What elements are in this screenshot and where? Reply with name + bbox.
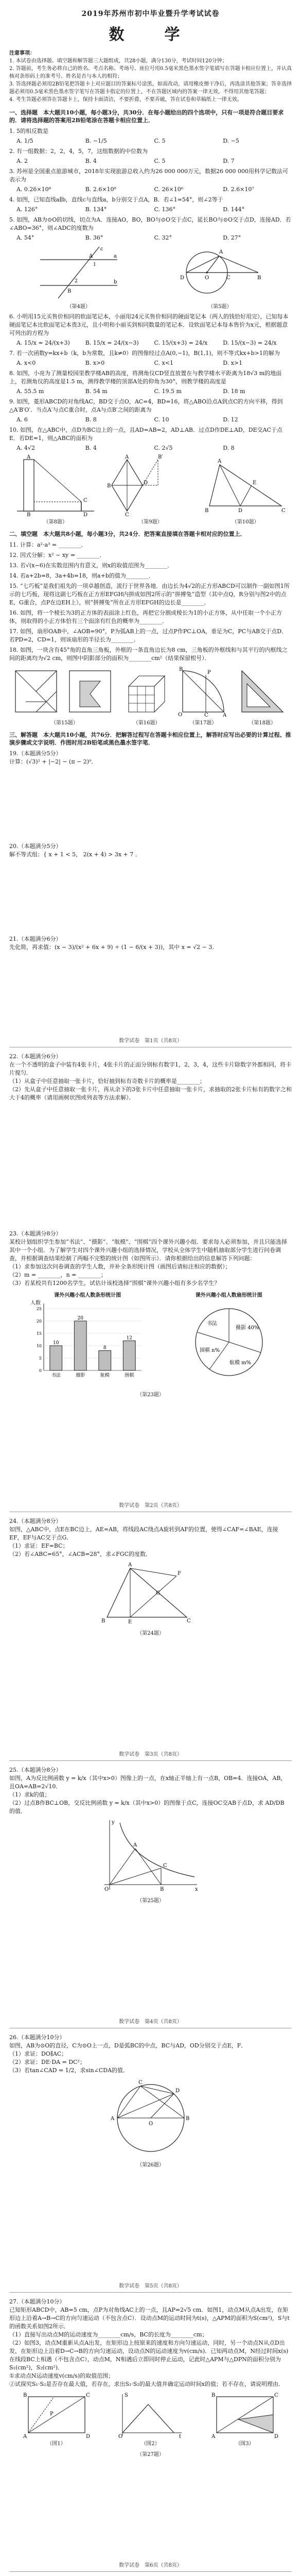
- data-label: 20: [77, 1316, 84, 1321]
- figure-caption: （第24题）: [137, 1631, 164, 1636]
- svg-text:B: B: [185, 2116, 189, 2122]
- triangle-perpendicular-diagram: [204, 454, 287, 516]
- svg-text:B: B: [179, 667, 183, 672]
- figures-4-5: [9, 244, 292, 310]
- question-11: 11. 计算：a²·a³ = ________．: [9, 541, 87, 548]
- pie-label: 书法: [206, 1321, 217, 1327]
- section-3-heading: 三、解答题 本大题共10小题，共76分．把解答过程写在答题卡相应位置上，解答时应写出必要的计算过程、推演步骤或文字说明．作图时用2B铅笔或黑色墨水签字笔．: [9, 732, 291, 746]
- svg-text:C: C: [138, 2080, 143, 2086]
- cube-diagram: [123, 671, 170, 717]
- svg-text:x: x: [194, 1887, 198, 1892]
- page-divider: [9, 2571, 292, 2572]
- question-number: 23.（本题满分8分）: [9, 1230, 62, 1237]
- svg-text:O: O: [148, 2121, 153, 2127]
- svg-text:A: A: [26, 454, 31, 460]
- svg-text:C: C: [274, 2393, 278, 2398]
- question-19: [9, 750, 292, 766]
- x-tick-label: 摄影: [76, 1373, 85, 1378]
- question-6: 6. 小明用15元买售价相同的软面笔记本，小丽用24元买售价相同的硬面笔记本（两人的钱恰好用完），已知每本硬面笔记本比软面笔记本贵3元，且小明和小丽买到相同数量的笔记本．设软面笔记本每本售价为x元，根据题意可列出的方程为: [9, 313, 289, 336]
- svg-text:2: 2: [74, 279, 78, 284]
- question-number: 24.（本题满分8分）: [9, 1518, 62, 1524]
- choice: A. 0.26×10⁸: [16, 186, 51, 193]
- svg-text:A: A: [23, 2434, 27, 2438]
- figure-q26: [9, 2077, 292, 2168]
- figure-q5: [176, 244, 263, 310]
- choice: A. 6: [16, 416, 28, 423]
- page-footer: 数学试卷 第1页（共8页）: [119, 1038, 182, 1044]
- section-1-heading: 一、选择题 本大题共10小题，每小题3分，共30分．在每小题给出的四个选项中，只有一项是符合题目要求的．请将选择题的答案用2B铅笔涂在答题卡相应位置上．: [9, 109, 284, 124]
- question-9: 9. 如图，菱形ABCD的对角线AC，BD交于点O，AC=4，BD=16，将△ABO沿点A到点C的方向平移，得到△A′B′O′．当点A′与点C重合时，点A与点B′之间的距离为: [9, 398, 283, 413]
- choice: D. 15/(x−3) = 24/x: [223, 340, 277, 346]
- y-tick-label: 20: [37, 1319, 42, 1324]
- figure-q4: [38, 244, 120, 310]
- figure-caption: （第27题）: [137, 2452, 164, 2458]
- data-label: 10: [53, 1341, 59, 1346]
- question-1-choices: [9, 138, 292, 144]
- choice: C. 2√5: [154, 445, 173, 451]
- choice: C. 10: [154, 416, 169, 423]
- svg-text:c: c: [100, 246, 103, 252]
- question-body: 如图，△ABC中，点E在BC边上，AE=AB，将线段AC绕点A旋转到AF的位置，使得∠CAF=∠BAE，连接EF，EF与AC交于点G． （1）求证：EF=BC； （2）若∠ABC=65°，∠ACB=28°，求∠FGC的度数．: [9, 1526, 278, 1557]
- choice: A. x<0: [16, 360, 36, 366]
- choice: A. 4√2: [16, 445, 35, 451]
- x-tick-label: 围棋: [125, 1373, 134, 1378]
- question-body: 先化简，再求值：(x − 3)/(x² + 6x + 9) ÷ (1 − 6/(x + 3))，其中 x = √2 − 3．: [9, 944, 218, 951]
- svg-text:B: B: [257, 275, 261, 281]
- svg-text:y: y: [111, 1820, 115, 1825]
- figure-caption: （第10题）: [232, 519, 259, 525]
- svg-text:C: C: [125, 512, 130, 516]
- svg-text:b: b: [113, 279, 117, 285]
- parallel-lines-diagram: [38, 244, 120, 301]
- question-8: 8. 如图，小亮为了测量校园里教学楼AB的高度，将测角仪CD竖直放置在与教学楼水平距离为18√3 m的地面上，若测角仪的高度是1.5 m，测得教学楼的顶部A处的仰角为30°，则教学楼的高度是: [9, 370, 282, 385]
- svg-text:B: B: [211, 2393, 215, 2398]
- figure-q8: [14, 454, 97, 525]
- rectangle-two-points-diagram: [211, 2392, 278, 2438]
- svg-text:C: C: [226, 275, 231, 281]
- notice-block: [9, 49, 292, 104]
- notice-line: 1. 本试卷由选择题、填空题和解答题三大题组成，共28小题，满分130分，考试时间120分钟；: [9, 58, 227, 64]
- page-footer: 数学试卷 第5页（共8页）: [119, 2283, 182, 2289]
- figures-15-18: [9, 666, 292, 726]
- figure-q9: [107, 454, 194, 525]
- svg-text:B: B: [26, 512, 31, 516]
- figure-q24: [9, 1561, 292, 1636]
- y-tick-label: 10: [37, 1344, 42, 1348]
- svg-text:A: A: [219, 249, 223, 255]
- svg-text:D: D: [238, 508, 243, 514]
- svg-text:B: B: [67, 289, 72, 294]
- svg-text:D: D: [175, 2088, 180, 2094]
- answer-space: [9, 2458, 292, 2561]
- figures-q23: [9, 1291, 292, 1387]
- exam-title: 2019年苏州市初中毕业暨升学考试试卷: [81, 10, 220, 18]
- rotation-triangle-diagram: [99, 1561, 202, 1628]
- choice: B. 2.6×10⁸: [85, 186, 116, 193]
- question-21: [9, 935, 292, 952]
- choice: B. 4: [85, 158, 97, 164]
- svg-text:E: E: [253, 480, 257, 486]
- question-number: 21.（本题满分6分）: [9, 936, 62, 942]
- choice: D. 7: [223, 158, 235, 164]
- svg-text:C: C: [85, 2393, 90, 2398]
- choice: A. 2: [16, 158, 28, 164]
- choice: B. x>0: [85, 360, 105, 366]
- svg-text:A: A: [218, 459, 222, 464]
- question-number: 20.（本题满分5分）: [9, 843, 62, 850]
- svg-text:A: A: [110, 2116, 114, 2122]
- bar: [99, 1351, 111, 1370]
- question-2: 2. 有一组数据：2，2，4，5，7，这组数据的中位数为: [9, 148, 148, 155]
- question-number: 22.（本题满分6分）: [9, 1053, 62, 1060]
- figure-q27-2: [117, 2392, 184, 2447]
- question-number: 26.（本题满分10分）: [9, 2034, 65, 2041]
- svg-text:A: A: [125, 454, 129, 460]
- figure-caption: （第4题）: [66, 304, 91, 310]
- figures-q27: [9, 2392, 292, 2447]
- svg-text:P: P: [49, 2411, 54, 2417]
- svg-text:B: B: [205, 508, 209, 514]
- question-15: 15. “七巧板”是我们祖先的一项卓越创造，流行于世界各地．由边长为4√2的正方形ABCD可以制作一副如图1所示的七巧板，现将这副七巧板在正方形EFGH内拼成如图2所示的“拼搏兔”造型（其中点Q，R分别与图2中的点E，G重合，点P在边EH上），则“拼搏兔”所在正方形EFGH的边长是________．: [9, 583, 290, 606]
- sector-diagram: [178, 666, 229, 717]
- svg-text:B: B: [107, 483, 111, 489]
- y-tick-label: 5: [39, 1356, 42, 1361]
- svg-text:D: D: [274, 2434, 278, 2438]
- choice: D. 18 m: [223, 388, 245, 395]
- question-5: 5. 如图，AB为⊙O的切线，切点为A．连接AO，BO，BO与⊙O交于点C，延长BO与⊙O交于点D，连接AD．若∠ABO=36°，则∠ADC的度数为: [9, 216, 291, 231]
- question-26: [9, 2033, 292, 2075]
- question-7: 7. 若一次函数y=kx+b（k，b为常数，且k≠0）的图像经过点A(0,−1)，B(1,1)，则不等式kx+b>1的解为: [9, 350, 280, 357]
- circle-diameter-diagram: [104, 2077, 197, 2159]
- choice: D. 8: [223, 445, 235, 451]
- svg-text:O: O: [104, 1887, 109, 1892]
- svg-text:B: B: [160, 1887, 164, 1892]
- figure-q18: [237, 666, 288, 726]
- figure-q27-3: [211, 2392, 278, 2447]
- figure-q10: [204, 454, 287, 525]
- question-3-choices: [9, 186, 292, 193]
- choice: D. x>1: [223, 360, 243, 366]
- question-body: 计算：(√3)² + |−2| − (π − 2)⁰．: [9, 758, 97, 765]
- svg-text:O: O: [178, 712, 183, 717]
- question-4-choices: [9, 206, 292, 213]
- figure-caption: （图3）: [235, 2441, 254, 2447]
- svg-text:O: O: [118, 2434, 122, 2438]
- svg-text:A: A: [133, 1842, 137, 1848]
- notice-heading: 注意事项：: [9, 50, 35, 56]
- figure-caption: （第9题）: [138, 519, 163, 525]
- svg-text:1: 1: [93, 262, 96, 267]
- svg-text:O: O: [205, 275, 209, 281]
- svg-text:D: D: [144, 480, 148, 486]
- svg-text:C: C: [83, 498, 87, 503]
- figure-caption: （第17题）: [189, 720, 217, 726]
- svg-text:a: a: [113, 253, 117, 259]
- svg-text:C: C: [186, 1618, 191, 1624]
- choice: C. 136°: [154, 206, 176, 213]
- figure-q17: [178, 666, 229, 726]
- question-5-choices: [9, 234, 292, 241]
- question-17: 17. 如图，扇形OAB中，∠AOB=90°，P为弧AB上的一点，过点P作PC⊥OA，垂足为C，PC与AB交于点D．若PD=2，CD=1，则该扇形的半径长为________．: [9, 628, 288, 643]
- choice: B. −1/5: [85, 138, 107, 144]
- svg-text:D: D: [83, 512, 87, 516]
- rectangle-moving-point-diagram: [23, 2392, 90, 2438]
- bar: [50, 1346, 62, 1370]
- choice: C. 5: [154, 158, 166, 164]
- question-number: 25.（本题满分8分）: [9, 1767, 62, 1773]
- figure-caption: （第16题）: [133, 720, 161, 726]
- svg-text:E: E: [128, 1619, 132, 1625]
- figure-caption: （第8题）: [43, 519, 68, 525]
- choice: B. 15/x = 24/(x−3): [85, 340, 139, 346]
- figure-caption: （图2）: [141, 2441, 160, 2447]
- figure-q15: [13, 666, 116, 726]
- question-10: 10. 如图，在△ABC中，点D为BC边上的一点，且AD=AB=2，AD⊥AB．过点D作DE⊥AD，DE交AC于点E．若DE=1，则△ABC的面积为: [9, 427, 282, 442]
- figure-q27-1: [23, 2392, 90, 2447]
- choice: C. 5: [154, 138, 166, 144]
- notice-line: 4. 考生答题必须答在答题卡上，保持卡面清洁，不要折叠，不要弄破，答在试卷和草稿纸上一律无效。: [9, 97, 242, 103]
- question-25: [9, 1766, 292, 1816]
- choice: C. 15/(x+3) = 24/x: [154, 340, 208, 346]
- question-1: 1. 5的相反数是: [9, 128, 48, 134]
- data-label: 12: [126, 1335, 133, 1341]
- svg-text:B′: B′: [158, 454, 164, 460]
- question-18: 18. 如图，一块含有45°角的直角三角板，外框的一条直角边长为8 cm，三角板的外框线和与其平行的内框线之间的距离均为√2 cm，则图中阴影部分的面积为________cm²（结果保留根号）．: [9, 647, 288, 662]
- question-2-choices: [9, 158, 292, 164]
- figure-caption: （第25题）: [137, 1898, 164, 1904]
- circle-tangent-diagram: [176, 244, 263, 301]
- data-label: 8: [103, 1345, 107, 1351]
- question-22: [9, 1053, 292, 1102]
- question-body: 解不等式组：{ x + 1 < 5， 2(x + 4) > 3x + 7 ．: [9, 851, 141, 858]
- answer-space: [9, 768, 292, 840]
- page-divider: [9, 2292, 292, 2293]
- question-number: 19.（本题满分5分）: [9, 750, 62, 757]
- chart-title: 课外兴趣小组人数条形统计图: [54, 1293, 121, 1298]
- choice: D. 27°: [223, 234, 241, 241]
- set-square-diagram: [237, 666, 288, 717]
- question-body: 某校计划组织学生参加“书法”、“摄影”、“航模”、“围棋”四个课外兴趣小组．要求每人必须参加，并且只能选择其中一个小组．为了解学生对四个课外兴趣小组的选择情况，学校从全体学生中随机抽取部分学生进行问卷调查，并根据调查结果绘制了两幅不完整的统计图（如图所示）．请你根据给出的信息解答下列问题： （1）求参加这次问卷调查的学生人数，并补全条形统计图（画图后请标注相应的数据）； （2）m = ________，n = ________； （3）若某校共有1200名学生，试估计该校选择“围棋”课外兴趣小组有多少名学生？: [9, 1239, 287, 1286]
- pie-label: 围棋 n%: [199, 1348, 220, 1353]
- answer-space: [9, 2168, 292, 2281]
- choice: C. 32°: [154, 234, 172, 241]
- question-20: [9, 842, 292, 859]
- svg-text:A: A: [88, 253, 93, 259]
- choice: B. 8: [85, 416, 97, 423]
- svg-text:D: D: [85, 2434, 90, 2438]
- page-footer: 数学试卷 第3页（共8页）: [119, 1752, 182, 1757]
- page-footer: 数学试卷 第4页（共8页）: [119, 2019, 182, 2025]
- figure-caption: （第26题）: [137, 2162, 164, 2168]
- choice: B. 54 m: [85, 388, 108, 395]
- y-tick-label: 25: [37, 1307, 42, 1311]
- question-body: 如图，AB为⊙O的直径，C为⊙O上一点，D是弧BC的中点，BC与AD，OD分别交于点E，F． （1）求证：DO∥AC； （2）求证：DE·DA = DC²； （3）若tan∠CAD = 1/2，求sin∠CDA的值．: [9, 2042, 247, 2074]
- question-14: 14. 若a+2b=8，3a+4b=18，则a+b的值为________．: [9, 572, 154, 579]
- choice: C. 26×10⁶: [154, 186, 184, 193]
- page-footer: 数学试卷 第6页（共8页）: [119, 2563, 182, 2568]
- svg-text:A: A: [222, 713, 227, 717]
- choice: B. 4: [85, 445, 97, 451]
- question-number: 27.（本题满分10分）: [9, 2298, 65, 2305]
- choice: D. 12: [223, 416, 238, 423]
- choice: A. 54°: [16, 234, 34, 241]
- question-3: 3. 苏州是全国重点旅游城市，2018年实现旅游总收入约为26 000 000万元，数据26 000 000用科学记数法可表示为: [9, 168, 288, 183]
- question-body: 在一个不透明的盒子中装有4张卡片，4张卡片的正面分别标有数字1，2，3，4，这些卡片除数字外都相同，将卡片搅匀． （1）从盒子中任意抽取一张卡片，恰好抽到标有奇数卡片的概率是________； （2）先从盒子中任意抽取一张卡片，再从余下的3张卡片中任意抽取一张卡片，求抽取的2张卡片标有的数字之和大于4的概率（请用画树状图或列表等方法求解）．: [9, 1061, 292, 1101]
- svg-text:S: S: [124, 2393, 128, 2398]
- y-tick-label: 0: [39, 1368, 42, 1373]
- question-6-choices: [9, 340, 292, 346]
- question-body: 已知矩形ABCD中，AB=5 cm，点P为对角线AC上的一点，且AP=2√5 cm．如图1，动点M从点A出发，在矩形边上沿着A→B→C的方向匀速运动（不包含点C）．设动点M的运动时间为t(s)，△APM的面积为S(cm²)，S与t的函数关系如图2所示． （1）直接写出动点M的运动速度为________cm/s，BC的长度为________cm； （2）如图3，动点M重新从点A出发，在矩形边上按原来的速度和方向匀速运动，同时，另一个动点N从点D出发，在矩形边上沿着D→C→B的方向匀速运动，设动点N的运动速度为v(cm/s)．已知两动点M，N经过时间x(s)在线段BC上相遇（不包含点C），动点M，N相遇后立即同时停止运动，记此时△APM与△DPN的面积分别为S₁(cm²)，S₂(cm²)． ①求动点N运动速度v(cm/s)的取值范围； ②试探究S₁·S₂是否存在最大值，若存在，求出S₁·S₂的最大值并确定运动时间x的值；若不存在，请说明理由．: [9, 2307, 290, 2387]
- y-axis-label: 人数: [30, 1300, 41, 1306]
- question-27: [9, 2298, 292, 2388]
- question-13: 13. 若√(x−6)在实数范围内有意义，则x的取值范围为________．: [9, 562, 173, 569]
- pie-label: 摄影 40%: [235, 1325, 259, 1331]
- page-footer: 数学试卷 第2页（共8页）: [119, 1503, 182, 1509]
- answer-space: [9, 1636, 292, 1750]
- x-tick-label: 航模: [100, 1373, 110, 1378]
- building-angle-diagram: [14, 454, 97, 516]
- question-12: 12. 因式分解：x² − xy = ________．: [9, 552, 105, 558]
- hyperbola-diagram: [99, 1818, 202, 1895]
- pie-chart-figure: [185, 1291, 273, 1387]
- pie-title: 课外兴趣小组人数扇形统计图: [195, 1293, 262, 1298]
- choice: B. 134°: [85, 206, 107, 213]
- choice: D. 144°: [223, 206, 245, 213]
- y-tick-label: 15: [37, 1331, 42, 1336]
- notice-line: 2. 答题前，考生务必将自己的姓名、考点名称、考场号、座位号用0.5毫米黑色墨水签字笔填写在答题卡相应位置上，并认真核对条形码上的准考号、姓名是否与本人的相符；: [9, 66, 292, 79]
- choice: A. 15/x = 24/(x+3): [16, 340, 70, 346]
- question-8-choices: [9, 388, 292, 395]
- choice: D. 2.6×10⁷: [223, 186, 254, 193]
- figure-caption: （第23题）: [137, 1392, 164, 1398]
- svg-text:B: B: [101, 1618, 105, 1624]
- svg-text:G: G: [155, 1590, 160, 1596]
- figure-q16: [123, 671, 170, 726]
- choice: A. 55.5 m: [16, 388, 44, 395]
- svg-text:A: A: [128, 1562, 132, 1568]
- figure-q25: [9, 1818, 292, 1904]
- figure-caption: （图1）: [47, 2441, 66, 2447]
- pie-label: 航模 m%: [229, 1360, 251, 1366]
- figures-8-10: [9, 454, 292, 525]
- answer-space: [9, 1104, 292, 1228]
- answer-space: [9, 1398, 292, 1501]
- tangram-diagram: [13, 666, 116, 717]
- svg-text:C: C: [281, 508, 286, 514]
- svg-text:P: P: [207, 670, 211, 675]
- question-24: [9, 1517, 292, 1558]
- choice: C. x<1: [154, 360, 173, 366]
- svg-text:A: A: [211, 2434, 215, 2438]
- svg-text:t: t: [179, 2434, 181, 2438]
- area-time-graph: [117, 2392, 184, 2438]
- svg-text:C: C: [163, 1863, 167, 1869]
- choice: C. 19.5 m: [154, 388, 182, 395]
- bar-chart: [28, 1298, 147, 1386]
- page-divider: [9, 1760, 292, 1761]
- choice: A. 1/5: [16, 138, 33, 144]
- question-7-choices: [9, 360, 292, 366]
- svg-text:B: B: [23, 2393, 27, 2398]
- question-16: 16. 如图，将一个棱长为3的正方体的表面涂上红色，再把它分割成棱长为1的小正方体，从中任取一个小正方体，则取得的小正方体恰有三个面涂有红色的概率为________．: [9, 609, 282, 624]
- answer-space: [9, 861, 292, 933]
- section-2-heading: 二、填空题 本大题共8小题，每小题3分，共24分．把答案直接填在答题卡相对应的位置上．: [9, 531, 246, 537]
- figure-caption: （第15题）: [51, 720, 78, 726]
- answer-space: [9, 1904, 292, 2017]
- question-4: 4. 如图，已知直线a∥b，直线c与直线a，b分别交于点A，B．若∠1=54°，则∠2等于: [9, 196, 223, 203]
- question-9-choices: [9, 416, 292, 423]
- bar: [75, 1321, 87, 1370]
- bar: [123, 1341, 136, 1370]
- question-body: 如图，A为反比例函数 y = k/x（其中x>0）图像上的一点，在x轴正半轴上有一点B，OB=4．连接OA，AB，且OA=AB=2√10． （1）求k的值； （2）过点B作BC⊥OB，交反比例函数 y = k/x（其中x>0）的图像于点C，连接OC交AB于点D，求 AD/DB 的值．: [9, 1775, 287, 1815]
- x-tick-label: 书法: [51, 1373, 61, 1378]
- notice-line: 3. 答选择题必须用2B铅笔把答题卡上对应题目的答案标号涂黑，如需改动，请用橡皮擦干净后，再选涂其他答案；答非选择题必须用0.5毫米黑色墨水签字笔写在答题卡指定的位置上，不在答题区域内的答案一律无效，不得用其他笔答题；: [9, 81, 292, 95]
- choice: A. 126°: [16, 206, 38, 213]
- bar-chart-figure: [28, 1291, 147, 1387]
- exam-subject: 数 学: [109, 26, 192, 44]
- pie-chart: [185, 1298, 273, 1386]
- rhombus-translate-diagram: [107, 454, 194, 516]
- svg-text:D: D: [180, 275, 185, 281]
- svg-text:C: C: [204, 713, 208, 717]
- svg-text:F: F: [177, 1571, 181, 1577]
- figure-caption: （第5题）: [208, 304, 232, 310]
- choice: D. −5: [223, 138, 239, 144]
- question-23: [9, 1230, 292, 1287]
- question-10-choices: [9, 445, 292, 451]
- figure-caption: （第18题）: [249, 720, 276, 726]
- choice: B. 36°: [85, 234, 103, 241]
- answer-space: [9, 954, 292, 1036]
